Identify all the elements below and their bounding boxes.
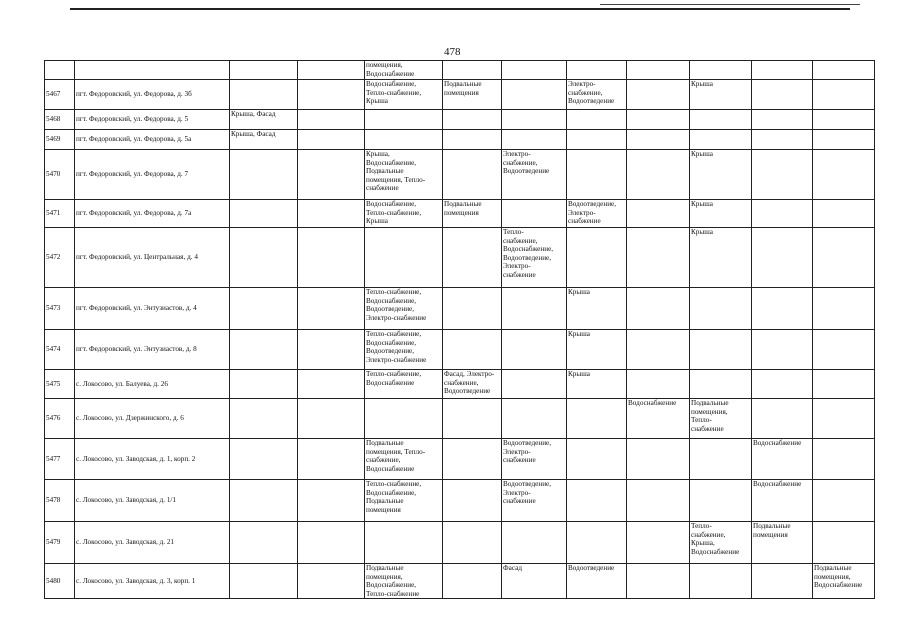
cell-col-2 — [75, 61, 230, 80]
cell-col-9 — [627, 522, 690, 564]
cell-col-12 — [813, 330, 875, 370]
cell-col-9 — [627, 200, 690, 228]
cell-col-3 — [230, 61, 298, 80]
cell-col-4 — [298, 80, 365, 110]
cell-col-5: Крыша, Водоснабжение, Подвальные помещения, Тепло- снабжение — [365, 150, 443, 200]
cell-col-12 — [813, 200, 875, 228]
cell-col-7: Электро- снабжение, Водоотведение — [502, 150, 567, 200]
cell-col-6 — [443, 61, 502, 80]
cell-col-9 — [627, 150, 690, 200]
cell-col-12 — [813, 288, 875, 330]
cell-col-9 — [627, 130, 690, 150]
table-row — [45, 439, 875, 480]
cell-col-7 — [502, 399, 567, 439]
cell-col-7 — [502, 61, 567, 80]
table-row — [45, 200, 875, 228]
cell-col-12 — [813, 61, 875, 80]
cell-col-3 — [230, 564, 298, 599]
cell-col-9 — [627, 228, 690, 288]
cell-col-1: 5476 — [45, 399, 75, 439]
cell-col-2: пгт. Федоровский, ул. Центральная, д. 4 — [75, 228, 230, 288]
cell-col-7 — [502, 522, 567, 564]
cell-col-10 — [690, 130, 752, 150]
cell-col-6 — [443, 130, 502, 150]
cell-col-4 — [298, 330, 365, 370]
table-row-continuation — [45, 61, 875, 80]
cell-col-10 — [690, 61, 752, 80]
cell-col-6 — [443, 399, 502, 439]
cell-col-11 — [752, 330, 813, 370]
cell-col-5 — [365, 130, 443, 150]
cell-col-6: Подвальные помещения — [443, 200, 502, 228]
cell-col-9 — [627, 480, 690, 522]
cell-col-9 — [627, 370, 690, 399]
cell-col-4 — [298, 399, 365, 439]
cell-col-6 — [443, 330, 502, 370]
cell-col-4 — [298, 61, 365, 80]
cell-col-7 — [502, 370, 567, 399]
cell-col-6 — [443, 228, 502, 288]
cell-col-10: Крыша — [690, 228, 752, 288]
cell-col-8: Водоотведение, Электро- снабжение — [567, 200, 627, 228]
cell-col-12 — [813, 370, 875, 399]
cell-col-4 — [298, 480, 365, 522]
cell-col-11 — [752, 130, 813, 150]
cell-col-5 — [365, 228, 443, 288]
cell-col-3 — [230, 439, 298, 480]
cell-col-6 — [443, 439, 502, 480]
cell-col-11 — [752, 370, 813, 399]
cell-col-9 — [627, 110, 690, 130]
cell-col-10: Крыша — [690, 200, 752, 228]
cell-col-2: с. Локосово, ул. Заводская, д. 1/1 — [75, 480, 230, 522]
cell-col-9 — [627, 61, 690, 80]
cell-col-5: Тепло-снабжение, Водоснабжение — [365, 370, 443, 399]
cell-col-2: с. Локосово, ул. Балуева, д. 26 — [75, 370, 230, 399]
cell-col-8: Электро- снабжение, Водоотведение — [567, 80, 627, 110]
table-row — [45, 330, 875, 370]
cell-col-7: Тепло- снабжение, Водоснабжение, Водоотведение, Электро- снабжение — [502, 228, 567, 288]
cell-col-3 — [230, 370, 298, 399]
top-border-line-secondary — [600, 4, 860, 5]
cell-col-1: 5470 — [45, 150, 75, 200]
cell-col-6 — [443, 522, 502, 564]
cell-col-8 — [567, 130, 627, 150]
cell-col-11 — [752, 228, 813, 288]
cell-col-10 — [690, 288, 752, 330]
cell-col-4 — [298, 564, 365, 599]
cell-col-11: Водоснабжение — [752, 480, 813, 522]
cell-col-9 — [627, 330, 690, 370]
cell-col-1: 5468 — [45, 110, 75, 130]
cell-col-5 — [365, 399, 443, 439]
cell-col-10: Крыша — [690, 80, 752, 110]
cell-col-3: Крыша, Фасад — [230, 130, 298, 150]
cell-col-9 — [627, 439, 690, 480]
cell-col-9: Водоснабжение — [627, 399, 690, 439]
cell-col-1: 5475 — [45, 370, 75, 399]
page-number: 478 — [444, 46, 461, 58]
cell-col-11 — [752, 150, 813, 200]
cell-col-4 — [298, 370, 365, 399]
cell-col-12 — [813, 399, 875, 439]
cell-col-8: Крыша — [567, 288, 627, 330]
cell-col-2: пгт. Федоровский, ул. Федорова, д. 5 — [75, 110, 230, 130]
cell-col-2: пгт. Федоровский, ул. Федорова, д. 3б — [75, 80, 230, 110]
schedule-table — [44, 60, 875, 599]
table-row — [45, 228, 875, 288]
cell-col-2: с. Локосово, ул. Дзержинского, д. 6 — [75, 399, 230, 439]
cell-col-10: Крыша — [690, 150, 752, 200]
cell-col-11 — [752, 288, 813, 330]
cell-col-8: Водоотведение — [567, 564, 627, 599]
cell-col-8 — [567, 522, 627, 564]
cell-col-3 — [230, 288, 298, 330]
table-row — [45, 150, 875, 200]
cell-col-10: Тепло- снабжение, Крыша, Водоснабжение — [690, 522, 752, 564]
cell-col-10 — [690, 370, 752, 399]
cell-col-5: помещения, Водоснабжение — [365, 61, 443, 80]
cell-col-9 — [627, 80, 690, 110]
cell-col-5: Подвальные помещения, Водоснабжение, Тепло-снабжение — [365, 564, 443, 599]
cell-col-7 — [502, 110, 567, 130]
cell-col-10 — [690, 330, 752, 370]
cell-col-8 — [567, 150, 627, 200]
cell-col-5: Тепло-снабжение, Водоснабжение, Водоотведение, Электро-снабжение — [365, 330, 443, 370]
cell-col-12: Подвальные помещения, Водоснабжение — [813, 564, 875, 599]
cell-col-5 — [365, 110, 443, 130]
cell-col-7 — [502, 130, 567, 150]
cell-col-1: 5467 — [45, 80, 75, 110]
cell-col-4 — [298, 150, 365, 200]
cell-col-5: Подвальные помещения, Тепло- снабжение, Водоснабжение — [365, 439, 443, 480]
cell-col-3 — [230, 228, 298, 288]
cell-col-2: с. Локосово, ул. Заводская, д. 1, корп. 2 — [75, 439, 230, 480]
cell-col-7 — [502, 200, 567, 228]
cell-col-11 — [752, 80, 813, 110]
cell-col-8 — [567, 399, 627, 439]
cell-col-1: 5480 — [45, 564, 75, 599]
cell-col-6: Фасад, Электро- снабжение, Водоотведение — [443, 370, 502, 399]
cell-col-4 — [298, 228, 365, 288]
cell-col-2: с. Локосово, ул. Заводская, д. 3, корп. 1 — [75, 564, 230, 599]
cell-col-12 — [813, 480, 875, 522]
cell-col-3 — [230, 150, 298, 200]
cell-col-11 — [752, 564, 813, 599]
cell-col-5: Водоснабжение, Тепло-снабжение, Крыша — [365, 200, 443, 228]
cell-col-11 — [752, 200, 813, 228]
cell-col-5: Водоснабжение, Тепло-снабжение, Крыша — [365, 80, 443, 110]
cell-col-6 — [443, 150, 502, 200]
cell-col-12 — [813, 150, 875, 200]
cell-col-7 — [502, 80, 567, 110]
cell-col-1 — [45, 61, 75, 80]
cell-col-12 — [813, 80, 875, 110]
table-row — [45, 399, 875, 439]
cell-col-1: 5471 — [45, 200, 75, 228]
cell-col-7: Водоотведение, Электро- снабжение — [502, 480, 567, 522]
cell-col-12 — [813, 228, 875, 288]
table-row — [45, 288, 875, 330]
cell-col-5: Тепло-снабжение, Водоснабжение, Водоотведение, Электро-снабжение — [365, 288, 443, 330]
cell-col-1: 5479 — [45, 522, 75, 564]
cell-col-6 — [443, 110, 502, 130]
cell-col-10 — [690, 564, 752, 599]
cell-col-2: пгт. Федоровский, ул. Федорова, д. 7 — [75, 150, 230, 200]
cell-col-8 — [567, 439, 627, 480]
cell-col-9 — [627, 288, 690, 330]
cell-col-4 — [298, 288, 365, 330]
cell-col-4 — [298, 522, 365, 564]
cell-col-7 — [502, 288, 567, 330]
cell-col-2: пгт. Федоровский, ул. Федорова, д. 5а — [75, 130, 230, 150]
cell-col-4 — [298, 130, 365, 150]
cell-col-4 — [298, 110, 365, 130]
table-row — [45, 110, 875, 130]
cell-col-3 — [230, 399, 298, 439]
cell-col-1: 5473 — [45, 288, 75, 330]
cell-col-5: Тепло-снабжение, Водоснабжение, Подвальные помещения — [365, 480, 443, 522]
cell-col-3 — [230, 330, 298, 370]
cell-col-1: 5472 — [45, 228, 75, 288]
cell-col-11 — [752, 399, 813, 439]
cell-col-3 — [230, 480, 298, 522]
cell-col-4 — [298, 439, 365, 480]
cell-col-3 — [230, 80, 298, 110]
cell-col-2: пгт. Федоровский, ул. Федорова, д. 7а — [75, 200, 230, 228]
cell-col-1: 5478 — [45, 480, 75, 522]
cell-col-1: 5477 — [45, 439, 75, 480]
cell-col-10 — [690, 480, 752, 522]
cell-col-8 — [567, 61, 627, 80]
table-row — [45, 80, 875, 110]
cell-col-3: Крыша, Фасад — [230, 110, 298, 130]
cell-col-8 — [567, 110, 627, 130]
cell-col-2: с. Локосово, ул. Заводская, д. 21 — [75, 522, 230, 564]
cell-col-7: Фасад — [502, 564, 567, 599]
cell-col-10 — [690, 439, 752, 480]
top-border-line — [70, 8, 850, 10]
cell-col-8 — [567, 228, 627, 288]
cell-col-6 — [443, 480, 502, 522]
cell-col-3 — [230, 522, 298, 564]
cell-col-6 — [443, 564, 502, 599]
cell-col-8: Крыша — [567, 330, 627, 370]
cell-col-2: пгт. Федоровский, ул. Энтузиастов, д. 8 — [75, 330, 230, 370]
table-row — [45, 480, 875, 522]
cell-col-1: 5474 — [45, 330, 75, 370]
cell-col-8 — [567, 480, 627, 522]
cell-col-10 — [690, 110, 752, 130]
cell-col-11 — [752, 110, 813, 130]
table-row — [45, 370, 875, 399]
cell-col-12 — [813, 130, 875, 150]
table-row — [45, 522, 875, 564]
cell-col-11: Подвальные помещения — [752, 522, 813, 564]
table-row — [45, 130, 875, 150]
cell-col-9 — [627, 564, 690, 599]
cell-col-2: пгт. Федоровский, ул. Энтузиастов, д. 4 — [75, 288, 230, 330]
cell-col-4 — [298, 200, 365, 228]
cell-col-7 — [502, 330, 567, 370]
cell-col-3 — [230, 200, 298, 228]
table-row — [45, 564, 875, 599]
cell-col-12 — [813, 522, 875, 564]
cell-col-10: Подвальные помещения, Тепло- снабжение — [690, 399, 752, 439]
cell-col-12 — [813, 110, 875, 130]
cell-col-8: Крыша — [567, 370, 627, 399]
cell-col-7: Водоотведение, Электро- снабжение — [502, 439, 567, 480]
cell-col-6 — [443, 288, 502, 330]
cell-col-11 — [752, 61, 813, 80]
cell-col-12 — [813, 439, 875, 480]
cell-col-6: Подвальные помещения — [443, 80, 502, 110]
cell-col-11: Водоснабжение — [752, 439, 813, 480]
cell-col-5 — [365, 522, 443, 564]
cell-col-1: 5469 — [45, 130, 75, 150]
